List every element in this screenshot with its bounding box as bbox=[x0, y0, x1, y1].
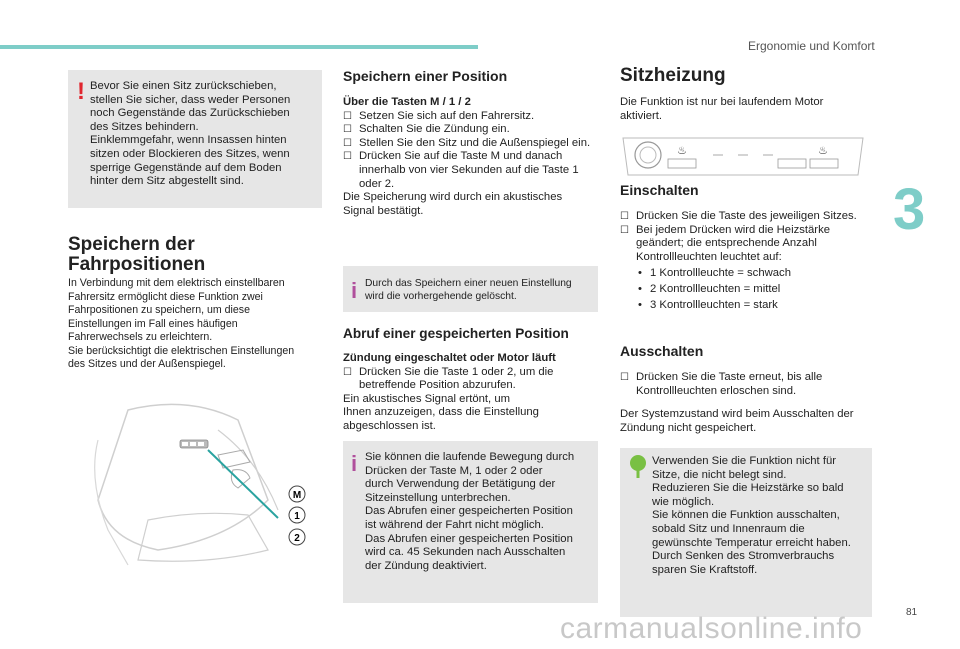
level-item: • 1 Kontrollleuchte = schwach bbox=[636, 267, 878, 281]
seat-illustration bbox=[68, 400, 322, 570]
warning-text: Bevor Sie einen Sitz zurückschieben, stellen Sie sicher, dass weder Personen noch Gegenstände das Zurückschieben des Sitzes behindern. Einklemmgefahr, wenn Insassen hinten sitzen oder Blockieren des Sitzes, wenn sperrige Gegenstände auf dem Boden hinter dem Sitz abgestellt sind. bbox=[90, 80, 291, 188]
heating-panel-illustration bbox=[618, 133, 868, 178]
svg-text:♨: ♨ bbox=[818, 144, 828, 157]
ausschalten-body: ☐ Drücken Sie die Taste erneut, bis alle Kontrollleuchten erloschen sind. Der Systemzustand wird beim Ausschalten der Zündung nicht gespeichert. bbox=[620, 371, 878, 435]
einschalten-body bbox=[620, 210, 878, 312]
seat-drawing bbox=[68, 400, 322, 570]
arrow-icon: ☐ bbox=[343, 366, 352, 378]
speichern-step: ☐ Stellen Sie den Sitz und die Außenspiegel ein. bbox=[343, 136, 591, 149]
section-title: Ergonomie und Komfort bbox=[748, 39, 875, 53]
speichern-step: ☐ Schalten Sie die Zündung ein. bbox=[343, 123, 510, 136]
info-abort-box: i Sie können die laufende Bewegung durch Drücken der Taste M, 1 oder 2 oder durch Verwendung der Betätigung der Sitzeinstellung unterbrechen. Das Abrufen einer gespeicherten Position ist während der Fahrt nicht möglich. Das Abrufen einer gespeicherten Position wird ca. 45 Sekunden nach Ausschalten der Zündung deaktiviert. bbox=[343, 441, 598, 603]
speichern-subtitle: Über die Tasten M / 1 / 2 bbox=[343, 96, 471, 108]
speichern-step: ☐ Drücken Sie auf die Taste M und danach innerhalb von vier Sekunden auf die Taste 1 oder 2. bbox=[343, 150, 579, 190]
arrow-icon: ☐ bbox=[343, 151, 352, 163]
abruf-body: Zündung eingeschaltet oder Motor läuft ☐ Drücken Sie die Taste 1 oder 2, um die betreffende Position abzurufen. Ein akustisches Signal ertönt, um Ihnen anzuzeigen, dass die Einstellung abgeschlossen ist. bbox=[343, 352, 601, 434]
einschalten-step: ☐ Bei jedem Drücken wird die Heizstärke geändert; die entsprechende Anzahl Kontrollleuchten leuchtet auf: bbox=[620, 223, 831, 263]
level-item: • 3 Kontrollleuchten = stark bbox=[636, 299, 878, 313]
arrow-icon: ☐ bbox=[620, 211, 629, 222]
svg-text:♨: ♨ bbox=[677, 144, 687, 157]
seat-label-2: 2 bbox=[294, 533, 300, 544]
info-icon: i bbox=[351, 278, 358, 303]
eco-tree-icon bbox=[627, 454, 649, 480]
arrow-icon: ☐ bbox=[343, 110, 352, 122]
fahrpositionen-heading: Speichern der Fahrpositionen bbox=[68, 234, 206, 275]
speichern-body: Über die Tasten M / 1 / 2 ☐ Setzen Sie sich auf den Fahrersitz. ☐ Schalten Sie die Zündung ein. ☐ Stellen Sie den Sitz und die Außenspiegel ein. ☐ Drücken Sie auf die Taste M und danach innerhalb von vier Sekunden auf die Taste 1 oder 2. Die Speicherung wird durch ein akustisches Signal bestätigt. bbox=[343, 96, 601, 218]
eco-note-box: Verwenden Sie die Funktion nicht für Sitze, die nicht belegt sind. Reduzieren Sie die Heizstärke so bald wie möglich. Sie können die Funktion ausschalten, sobald Sitz und Innenraum die gewünschte Temperatur erreicht haben. Durch Senken des Stromverbrauchs sparen Sie Kraftstoff. bbox=[620, 448, 872, 617]
sitzheizung-heading: Sitzheizung bbox=[620, 65, 726, 86]
chapter-number: 3 bbox=[893, 177, 926, 242]
ausschalten-step: ☐ Drücken Sie die Taste erneut, bis alle Kontrollleuchten erloschen sind. bbox=[620, 371, 823, 397]
abruf-heading: Abruf einer gespeicherten Position bbox=[343, 326, 569, 341]
heating-panel-drawing bbox=[618, 133, 868, 178]
fahrpositionen-text: In Verbindung mit dem elektrisch einstellbaren Fahrersitz ermöglicht diese Funktion zwei Fahrpositionen zu speichern, um diese Einstellungen im Fall eines häufigen Fahrerwechsels zu erleichtern. Sie berücksichtigt die elektrischen Einstellungen des Sitzes und der Außenspiegel. bbox=[68, 277, 295, 370]
info-icon: i bbox=[351, 451, 358, 476]
info-overwrite-box: i Durch das Speichern einer neuen Einstellung wird die vorhergehende gelöscht. bbox=[343, 266, 598, 312]
header-accent-bar bbox=[0, 45, 478, 49]
page-number: 81 bbox=[906, 607, 918, 618]
speichern-heading: Speichern einer Position bbox=[343, 68, 508, 84]
seat-label-1: 1 bbox=[294, 511, 300, 522]
arrow-icon: ☐ bbox=[620, 224, 629, 236]
arrow-icon: ☐ bbox=[620, 372, 629, 383]
level-list bbox=[620, 267, 878, 312]
watermark: carmanualsonline.info bbox=[560, 612, 863, 645]
speichern-step: ☐ Setzen Sie sich auf den Fahrersitz. bbox=[343, 109, 535, 122]
sitzheizung-text: Die Funktion ist nur bei laufendem Motor aktiviert. bbox=[620, 96, 824, 122]
einschalten-step: ☐ Drücken Sie die Taste des jeweiligen Sitzes. bbox=[620, 210, 857, 222]
warning-icon: ! bbox=[77, 78, 85, 105]
seat-label-m: M bbox=[292, 490, 302, 501]
warning-box bbox=[68, 70, 322, 208]
ausschalten-heading: Ausschalten bbox=[620, 343, 704, 359]
abruf-step: ☐ Drücken Sie die Taste 1 oder 2, um die betreffende Position abzurufen. bbox=[343, 365, 554, 392]
arrow-icon: ☐ bbox=[343, 124, 352, 136]
arrow-icon: ☐ bbox=[343, 137, 352, 149]
level-item: • 2 Kontrollleuchten = mittel bbox=[636, 283, 878, 297]
einschalten-heading: Einschalten bbox=[620, 182, 699, 198]
